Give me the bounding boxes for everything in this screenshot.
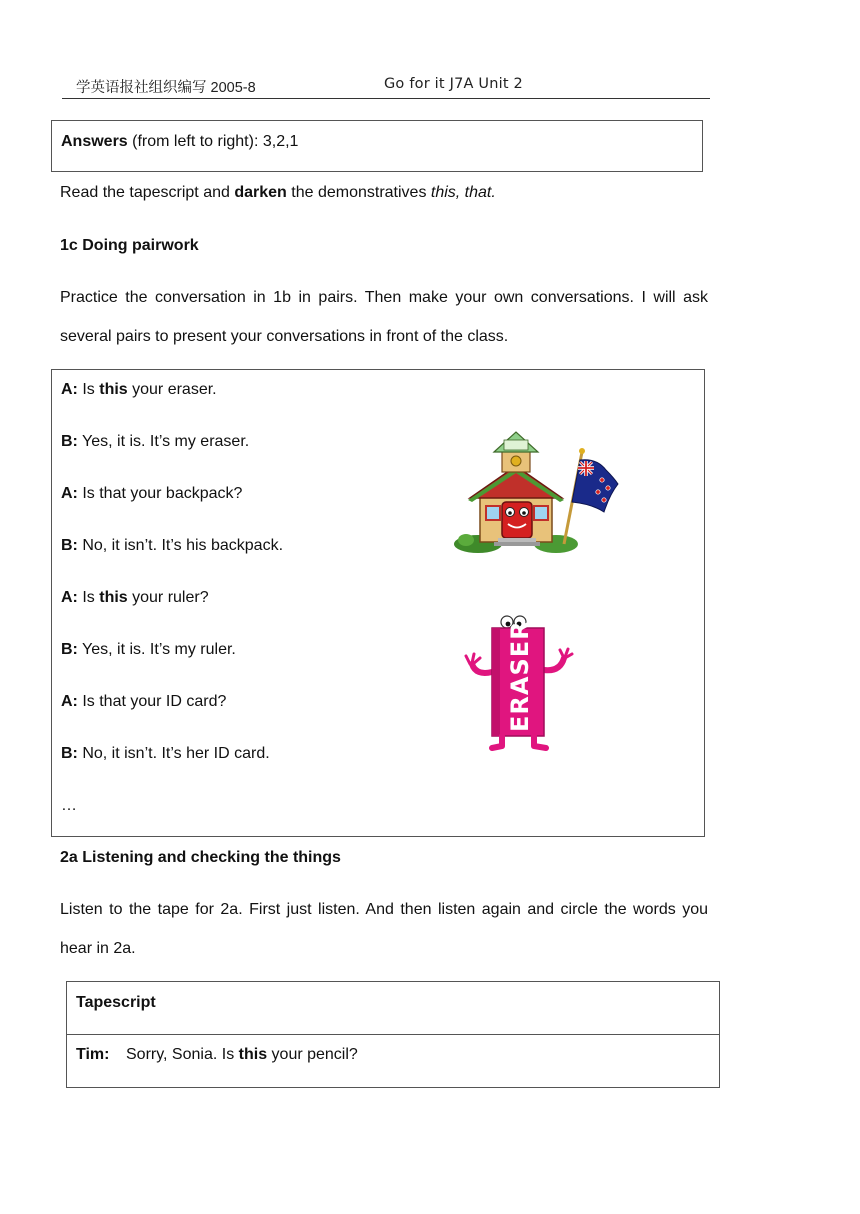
answers-box: [51, 120, 703, 172]
tapescript-title: Tapescript: [76, 994, 156, 1011]
dialog-line: [61, 589, 209, 607]
section-2a-para-line1: Listen to the tape for 2a. First just listen. And then listen again and circle the words you: [60, 901, 708, 918]
instruction-line: [60, 184, 496, 202]
dialog-line: [61, 537, 283, 555]
dialog-line: [61, 745, 270, 763]
speaker-label: A:: [61, 693, 78, 710]
section-1c-title: 1c Doing pairwork: [60, 237, 199, 254]
speaker-label: B:: [61, 641, 78, 658]
dialog-text: Yes, it is. It’s my eraser.: [77, 433, 250, 450]
tapescript-line: [76, 1046, 358, 1064]
demonstrative-bold: this: [99, 589, 128, 606]
dialog-text: Yes, it is. It’s my ruler.: [77, 641, 236, 658]
instruction-italic: this, that.: [430, 184, 496, 201]
dialog-line: [61, 433, 249, 451]
answers-line: [61, 133, 298, 151]
section-1c-para-line2: several pairs to present your conversations in front of the class.: [60, 328, 509, 345]
speaker-label: B:: [61, 433, 78, 450]
instruction-text-2: the demonstratives: [286, 184, 431, 201]
header-unit-title: Go for it J7A Unit 2: [384, 76, 523, 92]
tapescript-table: [66, 981, 720, 1088]
section-2a-para-line2: hear in 2a.: [60, 940, 136, 957]
tapescript-divider: [67, 1034, 719, 1035]
section-1c-para-line1: Practice the conversation in 1b in pairs. Then make your own conversations. I will ask: [60, 289, 708, 306]
dialog-text: your ruler?: [127, 589, 209, 606]
section-2a-title: 2a Listening and checking the things: [60, 849, 341, 866]
speaker-label: A:: [61, 589, 78, 606]
speaker-label: A:: [61, 485, 78, 502]
dialog-text: Is that your ID card?: [77, 693, 227, 710]
dialog-line: [61, 641, 236, 659]
dialog-ellipsis: …: [61, 797, 77, 814]
dialog-text: Is that your backpack?: [77, 485, 243, 502]
header-publisher: 学英语报社组织编写 2005-8: [76, 80, 256, 96]
dialog-text: Is: [77, 381, 100, 398]
tapescript-text: your pencil?: [267, 1046, 358, 1063]
dialog-line: [61, 485, 242, 503]
tapescript-text: Sorry, Sonia. Is: [126, 1046, 239, 1063]
eraser-character-illustration: [462, 612, 574, 754]
speaker-label: B:: [61, 537, 78, 554]
dialog-text: Is: [77, 589, 100, 606]
school-flag-illustration: [452, 428, 622, 556]
demonstrative-bold: this: [99, 381, 128, 398]
dialog-text: your eraser.: [127, 381, 217, 398]
tapescript-speaker: Tim:: [76, 1046, 110, 1063]
dialog-line: [61, 693, 226, 711]
header-rule: [62, 98, 710, 99]
dialog-line: [61, 381, 217, 399]
instruction-text: Read the tapescript and: [60, 184, 235, 201]
demonstrative-bold: this: [238, 1046, 268, 1063]
answers-text: (from left to right): 3,2,1: [127, 133, 299, 150]
answers-label: Answers: [61, 133, 128, 150]
dialog-text: No, it isn’t. It’s her ID card.: [77, 745, 270, 762]
eraser-label: ERASER: [506, 620, 534, 732]
instruction-bold: darken: [234, 184, 287, 201]
dialog-text: No, it isn’t. It’s his backpack.: [77, 537, 284, 554]
speaker-label: B:: [61, 745, 78, 762]
speaker-label: A:: [61, 381, 78, 398]
